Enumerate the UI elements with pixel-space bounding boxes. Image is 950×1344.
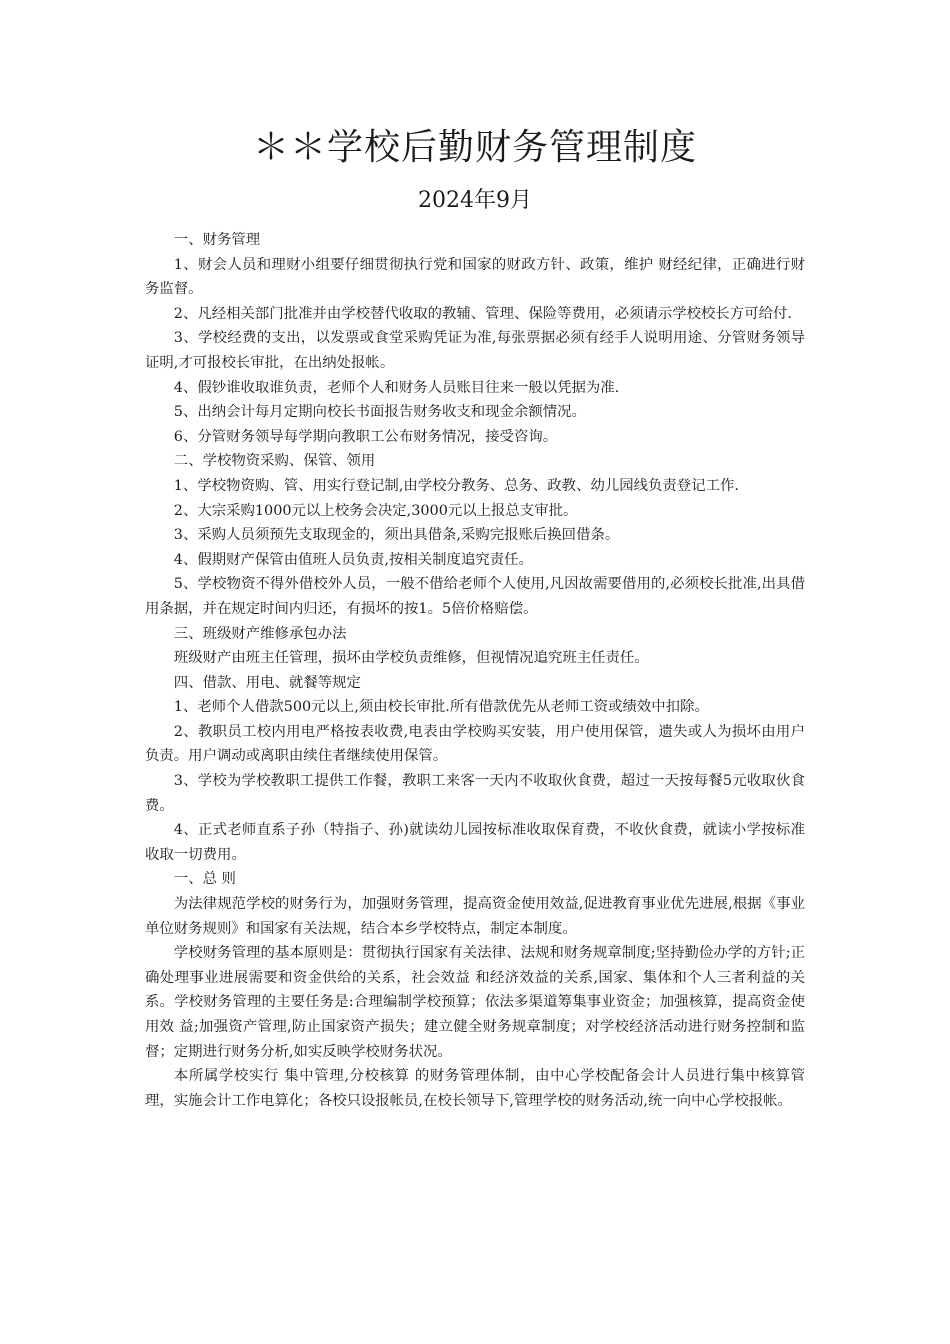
section-heading: 一、财务管理 [173,232,261,248]
paragraph: 4、假钞谁收取谁负责，老师个人和财务人员账目往来一般以凭据为准. [173,379,620,396]
paragraph: 3、学校为学校教职工提供工作餐，教职工来客一天内不收取伙食费，超过一天按每餐5元收取伙食费。 [145,773,805,814]
document-body [145,228,805,1113]
section-heading: 二、学校物资采购、保管、领用 [173,453,376,470]
paragraph: 6、分管财务领导每学期向教职工公布财务情况，接受咨询。 [173,428,558,445]
paragraph: 1、财会人员和理财小组要仔细贯彻执行党和国家的财政方针、政策，维护 财经纪律，正确进行财务监督。 [145,256,805,298]
paragraph: 为法律规范学校的财务行为，加强财务管理，提高资金使用效益,促进教育事业优先进展,根据《事业单位财务规则》和国家有关法规，结合本乡学校特点，制定本制度。 [145,896,805,937]
paragraph: 5、出纳会计每月定期向校长书面报告财务收支和现金余额情况。 [173,404,586,421]
paragraph: 本所属学校实行 集中管理,分校核算 的财务管理体制，由中心学校配备会计人员进行集中核算管理，实施会计工作电算化；各校只设报帐员,在校长领导下,管理学校的财务活动,统一向中心学校报帐。 [145,1068,805,1109]
paragraph: 2、凡经相关部门批准并由学校替代收取的教辅、管理、保险等费用，必须请示学校校长方可给付. [173,305,792,322]
document-date: 2024年9月 [418,188,532,213]
paragraph: 1、学校物资购、管、用实行登记制,由学校分教务、总务、政教、幼儿园线负责登记工作. [173,477,739,494]
paragraph: 4、正式老师直系子孙（特指子、孙)就读幼儿园按标准收取保育费，不收伙食费，就读小学按标准收取一切费用。 [145,822,805,863]
paragraph: 班级财产由班主任管理，损坏由学校负责维修，但视情况追究班主任责任。 [173,650,649,667]
paragraph: 学校财务管理的基本原则是：贯彻执行国家有关法律、法规和财务规章制度;坚持勤俭办学的方针;正确处理事业进展需要和资金供给的关系，社会效益 和经济效益的关系,国家、集体和个人三者利益的关系。学校财务管理的主要任务是:合理编制学校预算；依法多渠道筹集事业资金；加强核算，提高资金使用效 益;加强资产管理,防止国家资产损失；建立健全财务规章制度；对学校经济活动进行财务控制和监督；定期进行财务分析,如实反映学校财务状况。 [145,945,805,1060]
paragraph: 5、学校物资不得外借校外人员，一般不借给老师个人使用,凡因故需要借用的,必须校长批准,出具借用条据，并在规定时间内归还，有损坏的按1。5倍价格赔偿。 [145,576,805,617]
paragraph: 3、学校经费的支出，以发票或食堂采购凭证为准,每张票据必须有经手人说明用途、分管财务领导证明,才可报校长审批，在出纳处报帐。 [145,330,805,371]
section-heading: 三、班级财产维修承包办法 [173,625,347,642]
document-title: ＊＊学校后勤财务管理制度 [252,127,697,168]
paragraph: 1、老师个人借款500元以上,须由校长审批.所有借款优先从老师工资或绩效中扣除。 [173,699,709,716]
paragraph: 2、教职员工校内用电严格按表收费,电表由学校购买安装，用户使用保管，遗失或人为损坏由用户负责。用户调动或离职由续住者继续使用保管。 [145,723,805,765]
section-heading: 四、借款、用电、就餐等规定 [173,674,361,691]
section-heading: 一、总 则 [173,871,236,888]
paragraph: 4、假期财产保管由值班人员负责,按相关制度追究责任。 [173,551,533,568]
paragraph: 2、大宗采购1000元以上校务会决定,3000元以上报总支审批。 [173,502,578,519]
paragraph: 3、采购人员须预先支取现金的，须出具借条,采购完报账后换回借条。 [173,527,620,544]
document-page [145,118,805,1113]
